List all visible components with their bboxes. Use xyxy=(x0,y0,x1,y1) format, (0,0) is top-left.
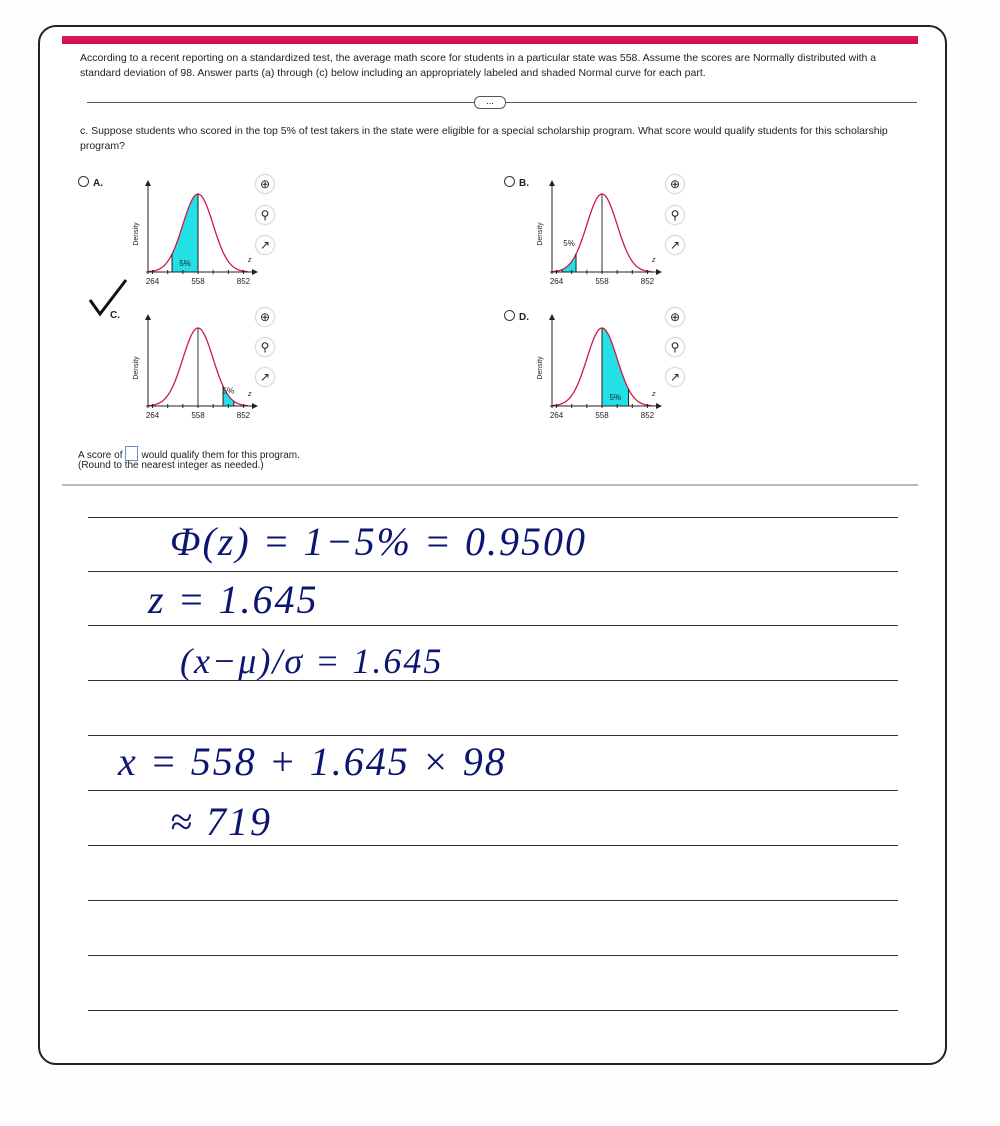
open-external-icon[interactable]: ↗ xyxy=(256,236,274,254)
question-screenshot xyxy=(62,36,918,486)
chart-b xyxy=(534,174,664,294)
more-button[interactable]: ... xyxy=(474,96,506,109)
x-axis-arrow xyxy=(656,269,662,275)
ruled-line xyxy=(88,845,898,846)
tick-label: 264 xyxy=(145,411,160,420)
chart-d xyxy=(534,308,664,428)
tick-label: 264 xyxy=(145,277,160,286)
handwriting-line-2: z = 1.645 xyxy=(148,577,319,622)
ruled-line xyxy=(88,1010,898,1011)
open-external-icon[interactable]: ↗ xyxy=(256,368,274,386)
handwriting-line-3: (x−μ)/σ = 1.645 xyxy=(180,641,444,681)
percent-annotation: 5% xyxy=(222,386,235,396)
zoom-in-icon[interactable]: ⊕ xyxy=(256,175,274,193)
percent-annotation: 5% xyxy=(563,239,575,249)
zoom-in-icon[interactable]: ⊕ xyxy=(256,308,274,326)
x-axis-label: z xyxy=(652,257,656,264)
option-b-label: B. xyxy=(519,178,529,189)
ruled-line xyxy=(88,735,898,736)
option-d[interactable] xyxy=(504,310,529,323)
x-axis-label: z xyxy=(248,257,252,264)
chart-c xyxy=(130,308,260,428)
ruled-line xyxy=(88,955,898,956)
zoom-out-icon[interactable]: ⚲ xyxy=(666,338,684,356)
radio-a[interactable] xyxy=(78,176,89,187)
open-external-icon[interactable]: ↗ xyxy=(666,368,684,386)
open-external-icon[interactable]: ↗ xyxy=(666,236,684,254)
y-axis-label: Density xyxy=(537,222,544,246)
answer-row xyxy=(78,446,300,461)
zoom-out-icon[interactable]: ⚲ xyxy=(666,206,684,224)
y-axis-label: Density xyxy=(537,356,544,380)
y-axis-arrow xyxy=(145,180,151,186)
percent-annotation: 5% xyxy=(179,259,191,268)
tick-label: 558 xyxy=(595,411,609,420)
tick-label: 264 xyxy=(549,411,564,420)
x-axis-arrow xyxy=(656,403,662,409)
round-note: (Round to the nearest integer as needed.) xyxy=(78,460,264,471)
x-axis-arrow xyxy=(252,269,258,275)
ruled-line xyxy=(88,571,898,572)
handwriting-line-4: x = 558 + 1.645 × 98 xyxy=(118,739,507,784)
option-a[interactable] xyxy=(78,176,103,189)
zoom-out-icon[interactable]: ⚲ xyxy=(256,338,274,356)
tick-label: 558 xyxy=(191,411,205,420)
zoom-out-icon[interactable]: ⚲ xyxy=(256,206,274,224)
checkmark-icon xyxy=(88,278,128,318)
zoom-in-icon[interactable]: ⊕ xyxy=(666,308,684,326)
y-axis-arrow xyxy=(549,314,555,320)
ruled-line xyxy=(88,790,898,791)
chart-a xyxy=(130,174,260,294)
y-axis-label: Density xyxy=(133,356,140,380)
tick-label: 852 xyxy=(640,277,655,286)
ruled-line xyxy=(88,625,898,626)
radio-d[interactable] xyxy=(504,310,515,321)
zoom-in-icon[interactable]: ⊕ xyxy=(666,175,684,193)
question-intro: According to a recent reporting on a standardized test, the average math score for students in a particular state was 558. Assume the scores are Normally distributed with a standard deviation of 98. Answer parts (a) through (c) below including an appropriately labeled and shaded Normal curve for each part. xyxy=(80,52,877,79)
option-d-label: D. xyxy=(519,312,529,323)
answer-suffix: would qualify them for this program. xyxy=(141,450,300,461)
ruled-line xyxy=(88,900,898,901)
tick-label: 852 xyxy=(640,411,655,420)
radio-b[interactable] xyxy=(504,176,515,187)
x-axis-arrow xyxy=(252,403,258,409)
y-axis-arrow xyxy=(549,180,555,186)
top-bar xyxy=(62,36,918,44)
handwriting-line-5: ≈ 719 xyxy=(170,799,272,844)
tick-label: 852 xyxy=(236,411,251,420)
y-axis-arrow xyxy=(145,314,151,320)
percent-annotation: 5% xyxy=(609,393,622,402)
question-part-c: c. Suppose students who scored in the top 5% of test takers in the state were eligible for a special scholarship program. What score would qualify students for this scholarship program? xyxy=(80,125,888,152)
answer-prefix: A score of xyxy=(78,450,123,461)
handwriting-line-1: Φ(z) = 1−5% = 0.9500 xyxy=(170,519,587,564)
tick-label: 558 xyxy=(191,277,205,286)
tick-label: 264 xyxy=(549,277,564,286)
tick-label: 852 xyxy=(236,277,251,286)
x-axis-label: z xyxy=(652,391,656,398)
option-b[interactable] xyxy=(504,176,529,189)
y-axis-label: Density xyxy=(133,222,140,246)
option-a-label: A. xyxy=(93,178,103,189)
answer-input[interactable] xyxy=(125,446,138,461)
x-axis-label: z xyxy=(248,391,252,398)
tick-label: 558 xyxy=(595,277,609,286)
option-c-label: C. xyxy=(110,310,120,321)
